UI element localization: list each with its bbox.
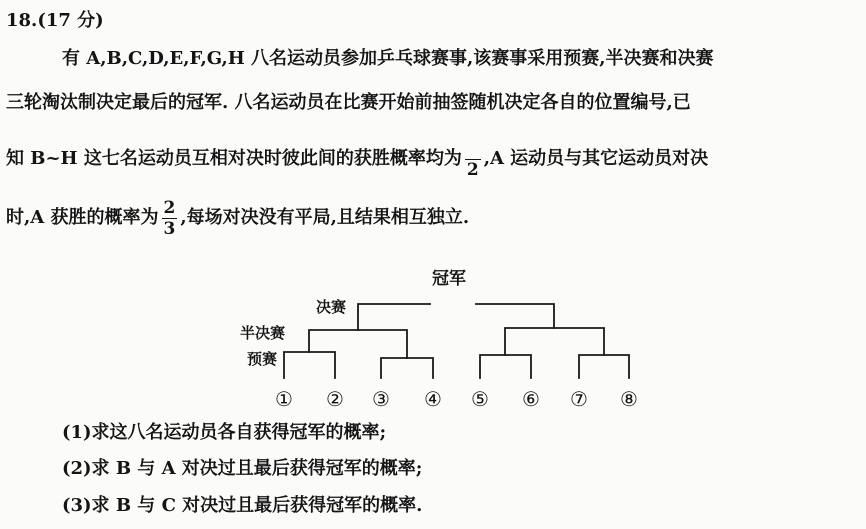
fraction-2-denominator: 3 (163, 218, 176, 239)
question-2: (2)求 B 与 A 对决过且最后获得冠军的概率; (62, 458, 423, 479)
problem-score: (17 分) (37, 10, 104, 31)
prelim-match-7-8 (579, 355, 629, 378)
position-3: ③ (372, 387, 390, 411)
prelim-match-5-6 (480, 355, 531, 378)
problem-text-line-4-a: 时,A 获胜的概率为 (6, 207, 159, 228)
position-1: ① (275, 387, 293, 411)
position-6: ⑥ (522, 387, 540, 411)
problem-text-line-4-b: ,每场对决没有平局,且结果相互独立. (180, 207, 470, 228)
position-7: ⑦ (570, 387, 588, 411)
question-1: (1)求这八名运动员各自获得冠军的概率; (62, 422, 387, 443)
final-left-half (358, 304, 430, 330)
position-4: ④ (424, 387, 442, 411)
final-label: 决赛 (316, 298, 347, 316)
problem-number: 18. (6, 10, 38, 31)
prelim-match-3-4 (381, 358, 433, 378)
problem-text-line-1: 有 A,B,C,D,E,F,G,H 八名运动员参加乒乓球赛事,该赛事采用预赛,半决赛和决赛 (62, 48, 714, 69)
semifinal-label: 半决赛 (240, 324, 286, 342)
fraction-2-numerator: 2 (163, 197, 176, 218)
position-5: ⑤ (471, 387, 489, 411)
problem-text-line-3-a: 知 B~H 这七名运动员互相对决时彼此间的获胜概率均为 (6, 148, 462, 169)
position-2: ② (326, 387, 344, 411)
champion-label: 冠军 (432, 269, 466, 289)
prelim-label: 预赛 (247, 350, 278, 368)
prelim-match-1-2 (284, 352, 335, 378)
semi-match-left (309, 330, 407, 358)
problem-text-line-2: 三轮淘汰制决定最后的冠军. 八名运动员在比赛开始前抽签随机决定各自的位置编号,已 (6, 92, 691, 113)
fraction-1-denominator: 2 (466, 159, 479, 180)
question-3: (3)求 B 与 C 对决过且最后获得冠军的概率. (62, 495, 423, 516)
final-right-half (476, 304, 554, 328)
semi-match-right (505, 328, 604, 355)
position-8: ⑧ (620, 387, 638, 411)
problem-text-line-3-b: ,A 运动员与其它运动员对决 (483, 148, 709, 169)
